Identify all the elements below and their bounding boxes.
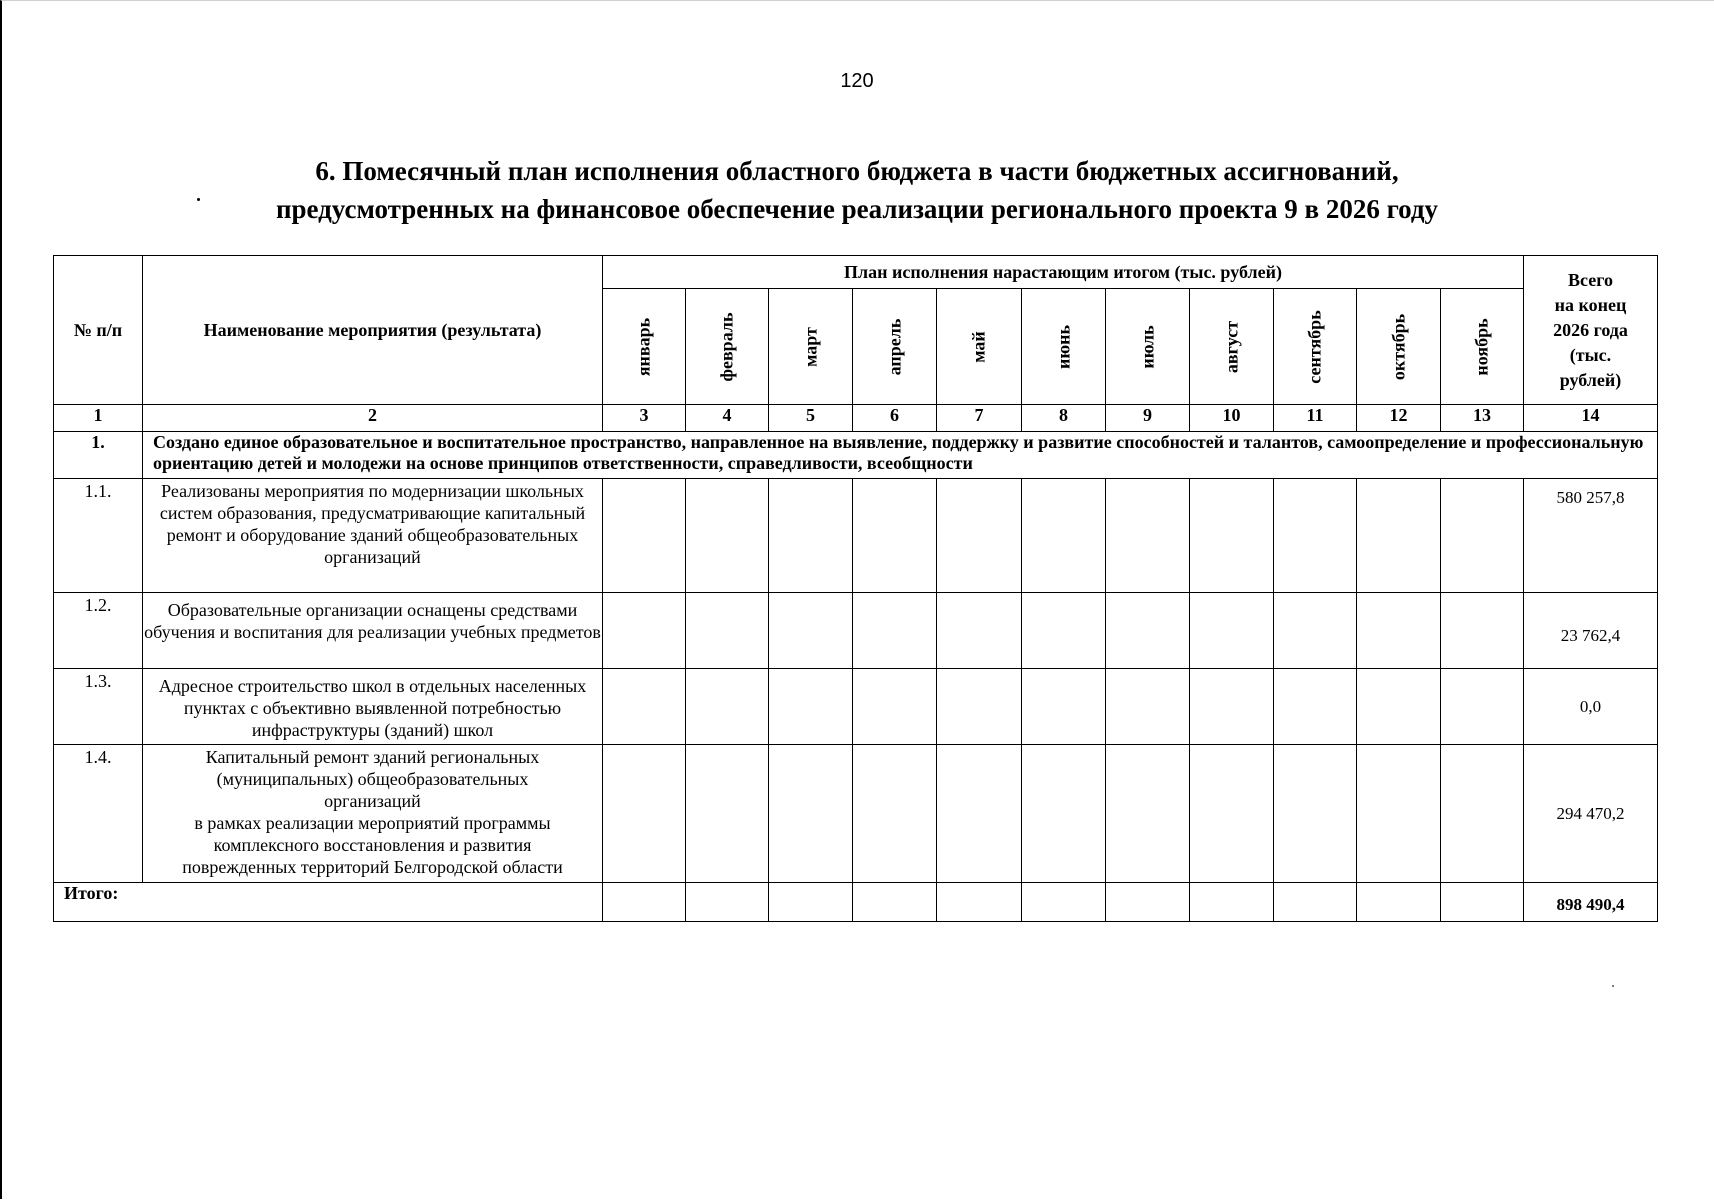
month-header: октябрь xyxy=(1357,289,1441,405)
month-cell xyxy=(937,745,1022,883)
month-cell xyxy=(1190,883,1274,922)
month-cell xyxy=(1274,883,1357,922)
month-cell xyxy=(937,593,1022,669)
row-number: 1.4. xyxy=(54,745,143,883)
column-index: 14 xyxy=(1524,405,1658,432)
column-index-row xyxy=(54,405,1658,432)
month-cell xyxy=(1441,593,1524,669)
header-total-line: 2026 года xyxy=(1553,319,1628,340)
month-cell xyxy=(853,883,937,922)
month-cell xyxy=(686,883,769,922)
month-cell xyxy=(1357,593,1441,669)
month-cell xyxy=(853,745,937,883)
month-cell xyxy=(1357,479,1441,593)
title-line-2: предусмотренных на финансовое обеспечение реализации регионального проекта 9 в 2026 году xyxy=(275,194,1439,224)
month-cell xyxy=(1106,593,1190,669)
month-cell xyxy=(853,669,937,745)
section-number: 1. xyxy=(54,432,143,479)
header-total-line: на конец xyxy=(1554,294,1627,315)
month-header: январь xyxy=(603,289,686,405)
table-row xyxy=(54,745,1658,883)
month-cell xyxy=(603,593,686,669)
header-total-line: рублей) xyxy=(1559,369,1622,390)
itogo-label: Итого: xyxy=(54,883,603,922)
month-header: июнь xyxy=(1022,289,1106,405)
month-cell xyxy=(1190,479,1274,593)
table-row xyxy=(54,593,1658,669)
month-header: сентябрь xyxy=(1274,289,1357,405)
month-cell xyxy=(603,745,686,883)
budget-plan-table xyxy=(53,255,1658,922)
month-cell xyxy=(603,479,686,593)
page-number: 120 xyxy=(840,70,874,92)
month-header: июль xyxy=(1106,289,1190,405)
row-name: Образовательные организации оснащены средствами обучения и воспитания для реализации учебных предметов xyxy=(143,593,603,669)
row-number: 1.2. xyxy=(54,593,143,669)
column-index: 2 xyxy=(143,405,603,432)
title-line-1: 6. Помесячный план исполнения областного бюджета в части бюджетных ассигнований, xyxy=(315,156,1399,186)
month-header: ноябрь xyxy=(1441,289,1524,405)
month-header: май xyxy=(937,289,1022,405)
column-index: 1 xyxy=(54,405,143,432)
month-cell xyxy=(937,883,1022,922)
row-name-line: (муниципальных) общеобразовательных xyxy=(216,769,529,789)
month-cell xyxy=(1022,745,1106,883)
column-index: 12 xyxy=(1357,405,1441,432)
month-cell xyxy=(1106,479,1190,593)
row-name: Реализованы мероприятия по модернизации школьных систем образования, предусматривающие капитальный ремонт и оборудование зданий общеобразовательных организаций xyxy=(143,479,603,593)
row-name-line: Капитальный ремонт зданий региональных xyxy=(205,747,540,767)
month-cell xyxy=(1441,883,1524,922)
column-index: 4 xyxy=(686,405,769,432)
month-cell xyxy=(1022,669,1106,745)
row-total: 580 257,8 xyxy=(1524,479,1658,593)
section-row xyxy=(54,432,1658,479)
row-total: 294 470,2 xyxy=(1524,745,1658,883)
month-cell xyxy=(1106,669,1190,745)
column-index: 13 xyxy=(1441,405,1524,432)
month-cell xyxy=(1022,883,1106,922)
itogo-total: 898 490,4 xyxy=(1524,883,1658,922)
month-header: апрель xyxy=(853,289,937,405)
column-index: 10 xyxy=(1190,405,1274,432)
month-cell xyxy=(769,479,853,593)
header-name: Наименование мероприятия (результата) xyxy=(143,256,603,405)
scan-speck xyxy=(1612,985,1614,987)
month-cell xyxy=(769,745,853,883)
month-cell xyxy=(686,745,769,883)
month-header: март xyxy=(769,289,853,405)
month-cell xyxy=(1357,883,1441,922)
month-cell xyxy=(1357,669,1441,745)
month-cell xyxy=(1022,479,1106,593)
row-total: 0,0 xyxy=(1524,669,1658,745)
month-cell xyxy=(1274,593,1357,669)
month-cell xyxy=(686,593,769,669)
month-cell xyxy=(1022,593,1106,669)
month-cell xyxy=(1274,669,1357,745)
column-index: 9 xyxy=(1106,405,1190,432)
column-index: 7 xyxy=(937,405,1022,432)
section-title: Создано единое образовательное и воспитательное пространство, направленное на выявление, поддержку и развитие способностей и талантов, самоопределение и профессиональную ориентацию детей и молодежи на основе принципов ответственности, справедливости, всеобщности xyxy=(143,432,1658,479)
header-row-1 xyxy=(54,256,1658,289)
header-total-line: Всего xyxy=(1568,269,1613,290)
row-number: 1.3. xyxy=(54,669,143,745)
month-cell xyxy=(1190,593,1274,669)
table-row xyxy=(54,479,1658,593)
row-name-line: организаций xyxy=(324,791,421,811)
column-index: 11 xyxy=(1274,405,1357,432)
header-total-line: (тыс. xyxy=(1569,344,1612,365)
column-index: 6 xyxy=(853,405,937,432)
month-cell xyxy=(1190,745,1274,883)
month-cell xyxy=(1106,745,1190,883)
row-total: 23 762,4 xyxy=(1524,593,1658,669)
column-index: 5 xyxy=(769,405,853,432)
month-header: август xyxy=(1190,289,1274,405)
month-header: февраль xyxy=(686,289,769,405)
month-cell xyxy=(937,479,1022,593)
header-total xyxy=(1524,256,1658,405)
table-row xyxy=(54,669,1658,745)
row-number: 1.1. xyxy=(54,479,143,593)
month-cell xyxy=(686,669,769,745)
month-cell xyxy=(769,883,853,922)
month-cell xyxy=(853,593,937,669)
header-plan: План исполнения нарастающим итогом (тыс. рублей) xyxy=(603,256,1524,289)
month-cell xyxy=(686,479,769,593)
itogo-row xyxy=(54,883,1658,922)
row-name: Адресное строительство школ в отдельных населенных пунктах с объективно выявленной потребностью инфраструктуры (зданий) школ xyxy=(143,669,603,745)
month-cell xyxy=(1441,479,1524,593)
month-cell xyxy=(937,669,1022,745)
row-name xyxy=(143,745,603,883)
row-name-line: поврежденных территорий Белгородской области xyxy=(182,857,563,877)
column-index: 3 xyxy=(603,405,686,432)
scan-speck xyxy=(197,198,200,201)
month-cell xyxy=(1441,745,1524,883)
month-cell xyxy=(1357,745,1441,883)
month-cell xyxy=(603,883,686,922)
row-name-line: комплексного восстановления и развития xyxy=(213,835,532,855)
month-cell xyxy=(769,593,853,669)
column-index: 8 xyxy=(1022,405,1106,432)
document-title xyxy=(0,152,1714,228)
month-cell xyxy=(1274,479,1357,593)
month-cell xyxy=(1274,745,1357,883)
month-cell xyxy=(853,479,937,593)
header-num: № п/п xyxy=(54,256,143,405)
row-name-line: в рамках реализации мероприятий программы xyxy=(194,813,551,833)
month-cell xyxy=(1106,883,1190,922)
month-cell xyxy=(769,669,853,745)
month-cell xyxy=(1441,669,1524,745)
month-cell xyxy=(1190,669,1274,745)
month-cell xyxy=(603,669,686,745)
